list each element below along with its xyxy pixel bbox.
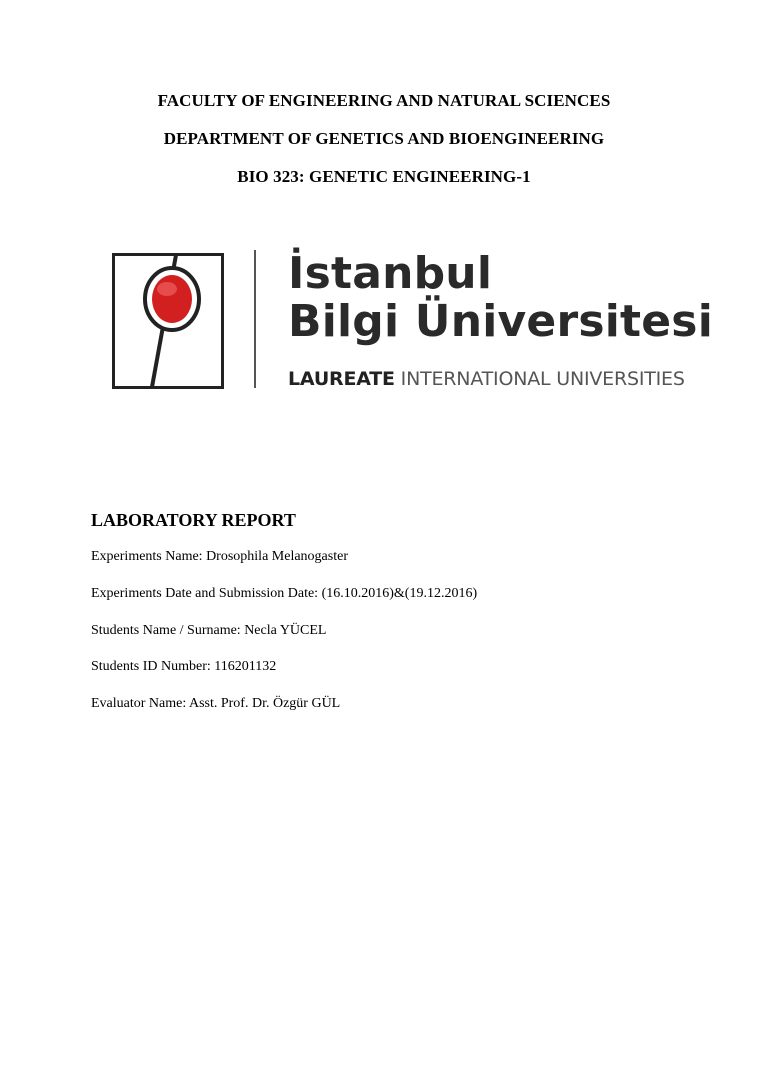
- evaluator-name: Evaluator Name: Asst. Prof. Dr. Özgür GÜL: [91, 696, 341, 711]
- logo-subtitle: [288, 368, 685, 390]
- logo-subtitle-light: INTERNATIONAL UNIVERSITIES: [394, 368, 685, 390]
- logo-text-bilgi: Bilgi Üniversitesi: [288, 296, 713, 347]
- student-id: Students ID Number: 116201132: [91, 659, 277, 674]
- course-heading: BIO 323: GENETIC ENGINEERING-1: [237, 167, 531, 186]
- logo-divider: [254, 250, 256, 388]
- logo-subtitle-bold: LAUREATE: [288, 368, 395, 390]
- department-heading: DEPARTMENT OF GENETICS AND BIOENGINEERING: [163, 129, 605, 148]
- student-name: Students Name / Surname: Necla YÜCEL: [91, 623, 327, 638]
- experiment-dates: Experiments Date and Submission Date: (16.10.2016)&(19.12.2016): [91, 586, 478, 601]
- faculty-heading: FACULTY OF ENGINEERING AND NATURAL SCIENCES: [157, 91, 611, 110]
- experiment-name: Experiments Name: Drosophila Melanogaster: [91, 549, 348, 564]
- logo-text-istanbul: İstanbul: [288, 248, 493, 299]
- report-title: LABORATORY REPORT: [91, 510, 296, 530]
- university-emblem-icon: [112, 253, 224, 389]
